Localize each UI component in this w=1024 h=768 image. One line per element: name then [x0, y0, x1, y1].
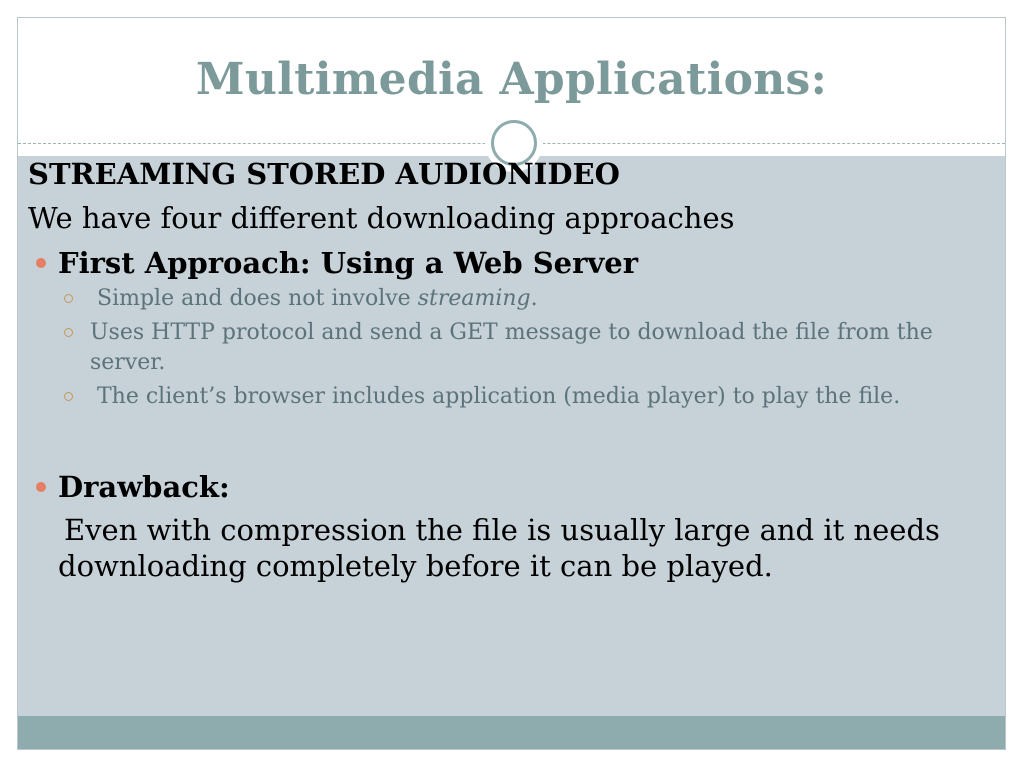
- slide-title: Multimedia Applications:: [195, 54, 828, 105]
- sub-bullet-simple: [28, 284, 963, 314]
- bullet-drawback: [28, 470, 963, 504]
- bullet-first-approach: [28, 246, 963, 280]
- sub-text: The client’s browser includes application (media player) to play the file.: [90, 384, 901, 409]
- sub-bullet-icon: [64, 294, 73, 303]
- sub-bullet-browser: [28, 382, 963, 412]
- bullet-icon: [36, 258, 46, 268]
- bullet-label: First Approach: Using a Web Server: [58, 246, 638, 280]
- intro-line: We have four different downloading approaches: [28, 201, 735, 235]
- footer-band: [18, 716, 1005, 750]
- spacer: [28, 412, 963, 460]
- sub-text-after: .: [530, 286, 538, 311]
- slide-body: [28, 156, 963, 584]
- sub-text-before: Simple and does not involve: [90, 286, 418, 311]
- bullet-label: Drawback:: [58, 470, 230, 504]
- sub-text: Uses HTTP protocol and send a GET message to download the file from the server.: [90, 320, 933, 375]
- sub-bullet-http: [28, 318, 963, 378]
- drawback-text: Even with compression the file is usually large and it needs downloading completely before it can be played.: [58, 513, 940, 583]
- bullet-icon: [36, 482, 46, 492]
- sub-text-emphasis: streaming: [417, 286, 531, 311]
- section-heading: STREAMING STORED AUDIONIDEO: [28, 157, 620, 191]
- sub-bullet-icon: [64, 328, 73, 337]
- sub-bullet-icon: [64, 392, 73, 401]
